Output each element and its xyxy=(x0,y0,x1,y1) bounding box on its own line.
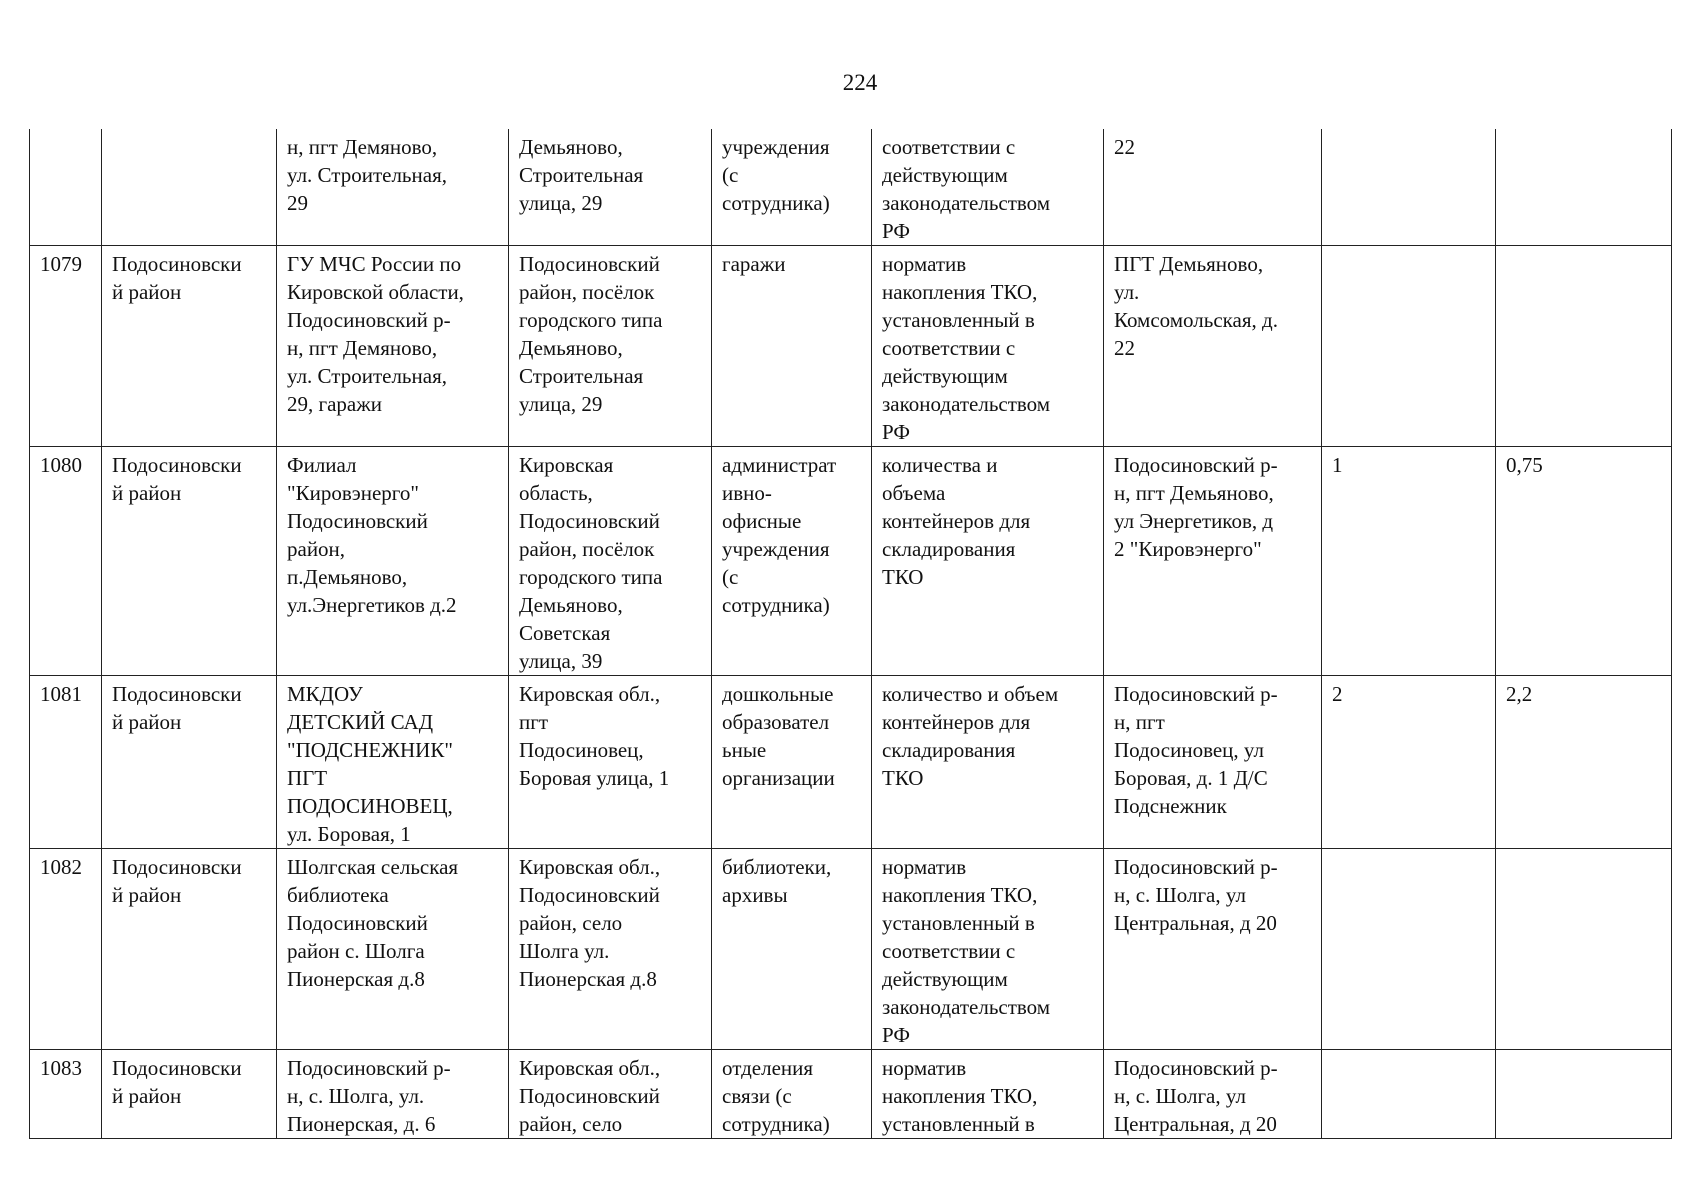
cell-site: Подосиновский р- н, с. Шолга, ул Центральная, д 20 xyxy=(1104,1050,1322,1139)
cell-number: 1080 xyxy=(30,447,102,676)
cell-norm: норматив накопления ТКО, установленный в соответствии с действующим законодательством РФ xyxy=(872,849,1104,1050)
cell-address: Кировская область, Подосиновский район, посёлок городского типа Демьяново, Советская улица, 39 xyxy=(509,447,712,676)
cell-container-count: 2 xyxy=(1322,676,1496,849)
cell-category: отделения связи (с сотрудника) xyxy=(712,1050,872,1139)
cell-district: Подосиновски й район xyxy=(102,849,277,1050)
table-row xyxy=(30,849,1672,1050)
cell-address: Демьяново, Строительная улица, 29 xyxy=(509,129,712,246)
cell-container-volume xyxy=(1496,246,1672,447)
cell-norm: соответствии с действующим законодательством РФ xyxy=(872,129,1104,246)
cell-container-count xyxy=(1322,1050,1496,1139)
cell-address: Подосиновский район, посёлок городского типа Демьяново, Строительная улица, 29 xyxy=(509,246,712,447)
table-row xyxy=(30,447,1672,676)
cell-container-count xyxy=(1322,246,1496,447)
waste-sites-table xyxy=(29,129,1672,1139)
cell-site: Подосиновский р- н, пгт Подосиновец, ул Боровая, д. 1 Д/С Подснежник xyxy=(1104,676,1322,849)
cell-site: Подосиновский р- н, пгт Демьяново, ул Энергетиков, д 2 "Кировэнерго" xyxy=(1104,447,1322,676)
page-number: 224 xyxy=(842,70,878,95)
cell-category: учреждения (с сотрудника) xyxy=(712,129,872,246)
cell-owner: Филиал "Кировэнерго" Подосиновский район, п.Демьяново, ул.Энергетиков д.2 xyxy=(277,447,509,676)
cell-container-count xyxy=(1322,129,1496,246)
cell-category: гаражи xyxy=(712,246,872,447)
cell-container-volume xyxy=(1496,129,1672,246)
cell-owner: Шолгская сельская библиотека Подосиновский район с. Шолга Пионерская д.8 xyxy=(277,849,509,1050)
cell-category: библиотеки, архивы xyxy=(712,849,872,1050)
cell-number: 1079 xyxy=(30,246,102,447)
cell-address: Кировская обл., Подосиновский район, село Шолга ул. Пионерская д.8 xyxy=(509,849,712,1050)
cell-number: 1081 xyxy=(30,676,102,849)
cell-container-count: 1 xyxy=(1322,447,1496,676)
cell-district: Подосиновски й район xyxy=(102,676,277,849)
cell-container-volume: 0,75 xyxy=(1496,447,1672,676)
cell-number: 1082 xyxy=(30,849,102,1050)
cell-site: ПГТ Демьяново, ул. Комсомольская, д. 22 xyxy=(1104,246,1322,447)
cell-container-volume xyxy=(1496,849,1672,1050)
cell-address: Кировская обл., пгт Подосиновец, Боровая улица, 1 xyxy=(509,676,712,849)
cell-category: администрат ивно- офисные учреждения (с сотрудника) xyxy=(712,447,872,676)
cell-address: Кировская обл., Подосиновский район, село xyxy=(509,1050,712,1139)
table-body xyxy=(30,129,1672,1139)
cell-site: Подосиновский р- н, с. Шолга, ул Центральная, д 20 xyxy=(1104,849,1322,1050)
cell-container-volume xyxy=(1496,1050,1672,1139)
cell-norm: количество и объем контейнеров для складирования ТКО xyxy=(872,676,1104,849)
table-row xyxy=(30,1050,1672,1139)
cell-district: Подосиновски й район xyxy=(102,1050,277,1139)
cell-container-volume: 2,2 xyxy=(1496,676,1672,849)
cell-owner: Подосиновский р- н, с. Шолга, ул. Пионерская, д. 6 xyxy=(277,1050,509,1139)
cell-district xyxy=(102,129,277,246)
cell-owner: ГУ МЧС России по Кировской области, Подосиновский р- н, пгт Демяново, ул. Строительная, 29, гаражи xyxy=(277,246,509,447)
cell-site: 22 xyxy=(1104,129,1322,246)
cell-container-count xyxy=(1322,849,1496,1050)
cell-norm: количества и объема контейнеров для складирования ТКО xyxy=(872,447,1104,676)
cell-norm: норматив накопления ТКО, установленный в xyxy=(872,1050,1104,1139)
cell-number: 1083 xyxy=(30,1050,102,1139)
cell-number xyxy=(30,129,102,246)
table-row xyxy=(30,676,1672,849)
table-row xyxy=(30,129,1672,246)
cell-district: Подосиновски й район xyxy=(102,246,277,447)
cell-norm: норматив накопления ТКО, установленный в соответствии с действующим законодательством РФ xyxy=(872,246,1104,447)
cell-owner: МКДОУ ДЕТСКИЙ САД "ПОДСНЕЖНИК" ПГТ ПОДОСИНОВЕЦ, ул. Боровая, 1 xyxy=(277,676,509,849)
table-row xyxy=(30,246,1672,447)
cell-owner: н, пгт Демяново, ул. Строительная, 29 xyxy=(277,129,509,246)
cell-category: дошкольные образовател ьные организации xyxy=(712,676,872,849)
cell-district: Подосиновски й район xyxy=(102,447,277,676)
